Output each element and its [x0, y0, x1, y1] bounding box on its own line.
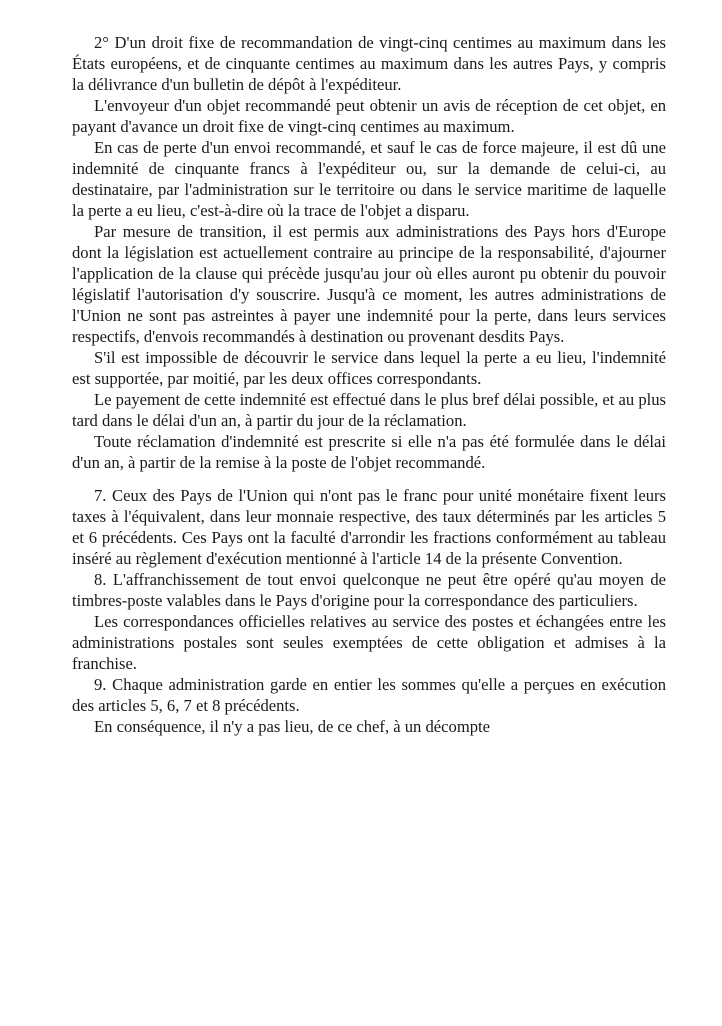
paragraph-consequence: En conséquence, il n'y a pas lieu, de ce chef, à un décompte: [94, 717, 491, 736]
paragraph-receipt-notice: L'envoyeur d'un objet recommandé peut obtenir un avis de réception de cet objet, en payant d'avance un droit fixe de vingt-cinq centimes au maximum.: [72, 96, 666, 136]
document-page: [72, 32, 666, 737]
paragraph-transition-measure: Par mesure de transition, il est permis aux administrations des Pays hors d'Europe dont la législation est actuellement contraire au principe de la responsabilité, d'ajourner l'application de la clause qui précède jusqu'au jour où elles auront pu obtenir du pouvoir législatif l'autorisation d'y souscrire. Jusqu'à ce moment, les autres administrations de l'Union ne sont pas astreintes à payer une indemnité pour la perte, dans leurs services respectifs, d'envois recommandés à destination ou provenant desdits Pays.: [72, 222, 666, 346]
paragraph-article-8: 8. L'affranchissement de tout envoi quelconque ne peut être opéré qu'au moyen de timbres-poste valables dans le Pays d'origine pour la correspondance des particuliers.: [72, 570, 666, 610]
paragraph-claim-prescription: Toute réclamation d'indemnité est prescrite si elle n'a pas été formulée dans le délai d'un an, à partir de la remise à la poste de l'objet recommandé.: [72, 432, 666, 472]
paragraph-article-9: 9. Chaque administration garde en entier les sommes qu'elle a perçues en exécution des articles 5, 6, 7 et 8 précédents.: [72, 675, 666, 715]
paragraph-shared-indemnity: S'il est impossible de découvrir le service dans lequel la perte a eu lieu, l'indemnité est supportée, par moitié, par les deux offices correspondants.: [72, 348, 666, 388]
paragraph-registration-fee: 2° D'un droit fixe de recommandation de vingt-cinq centimes au maximum dans les États européens, et de cinquante centimes au maximum dans les autres Pays, y compris la délivrance d'un bulletin de dépôt à l'expéditeur.: [72, 33, 666, 94]
paragraph-loss-indemnity: En cas de perte d'un envoi recommandé, et sauf le cas de force majeure, il est dû une indemnité de cinquante francs à l'expéditeur ou, sur la demande de celui-ci, au destinataire, par l'administration sur le territoire ou dans le service maritime de laquelle la perte a eu lieu, c'est-à-dire où la trace de l'objet a disparu.: [72, 138, 666, 220]
paragraph-payment-delay: Le payement de cette indemnité est effectué dans le plus bref délai possible, et au plus tard dans le délai d'un an, à partir du jour de la réclamation.: [72, 390, 666, 430]
paragraph-article-7: 7. Ceux des Pays de l'Union qui n'ont pas le franc pour unité monétaire fixent leurs taxes à l'équivalent, dans leur monnaie respective, des taux déterminés par les articles 5 et 6 précédents. Ces Pays ont la faculté d'arrondir les fractions conformément au tableau inséré au règlement d'exécution mentionné à l'article 14 de la présente Convention.: [72, 486, 666, 568]
paragraph-official-correspondence: Les correspondances officielles relatives au service des postes et échangées entre les administrations postales sont seules exemptées de cette obligation et admises à la franchise.: [72, 612, 666, 673]
